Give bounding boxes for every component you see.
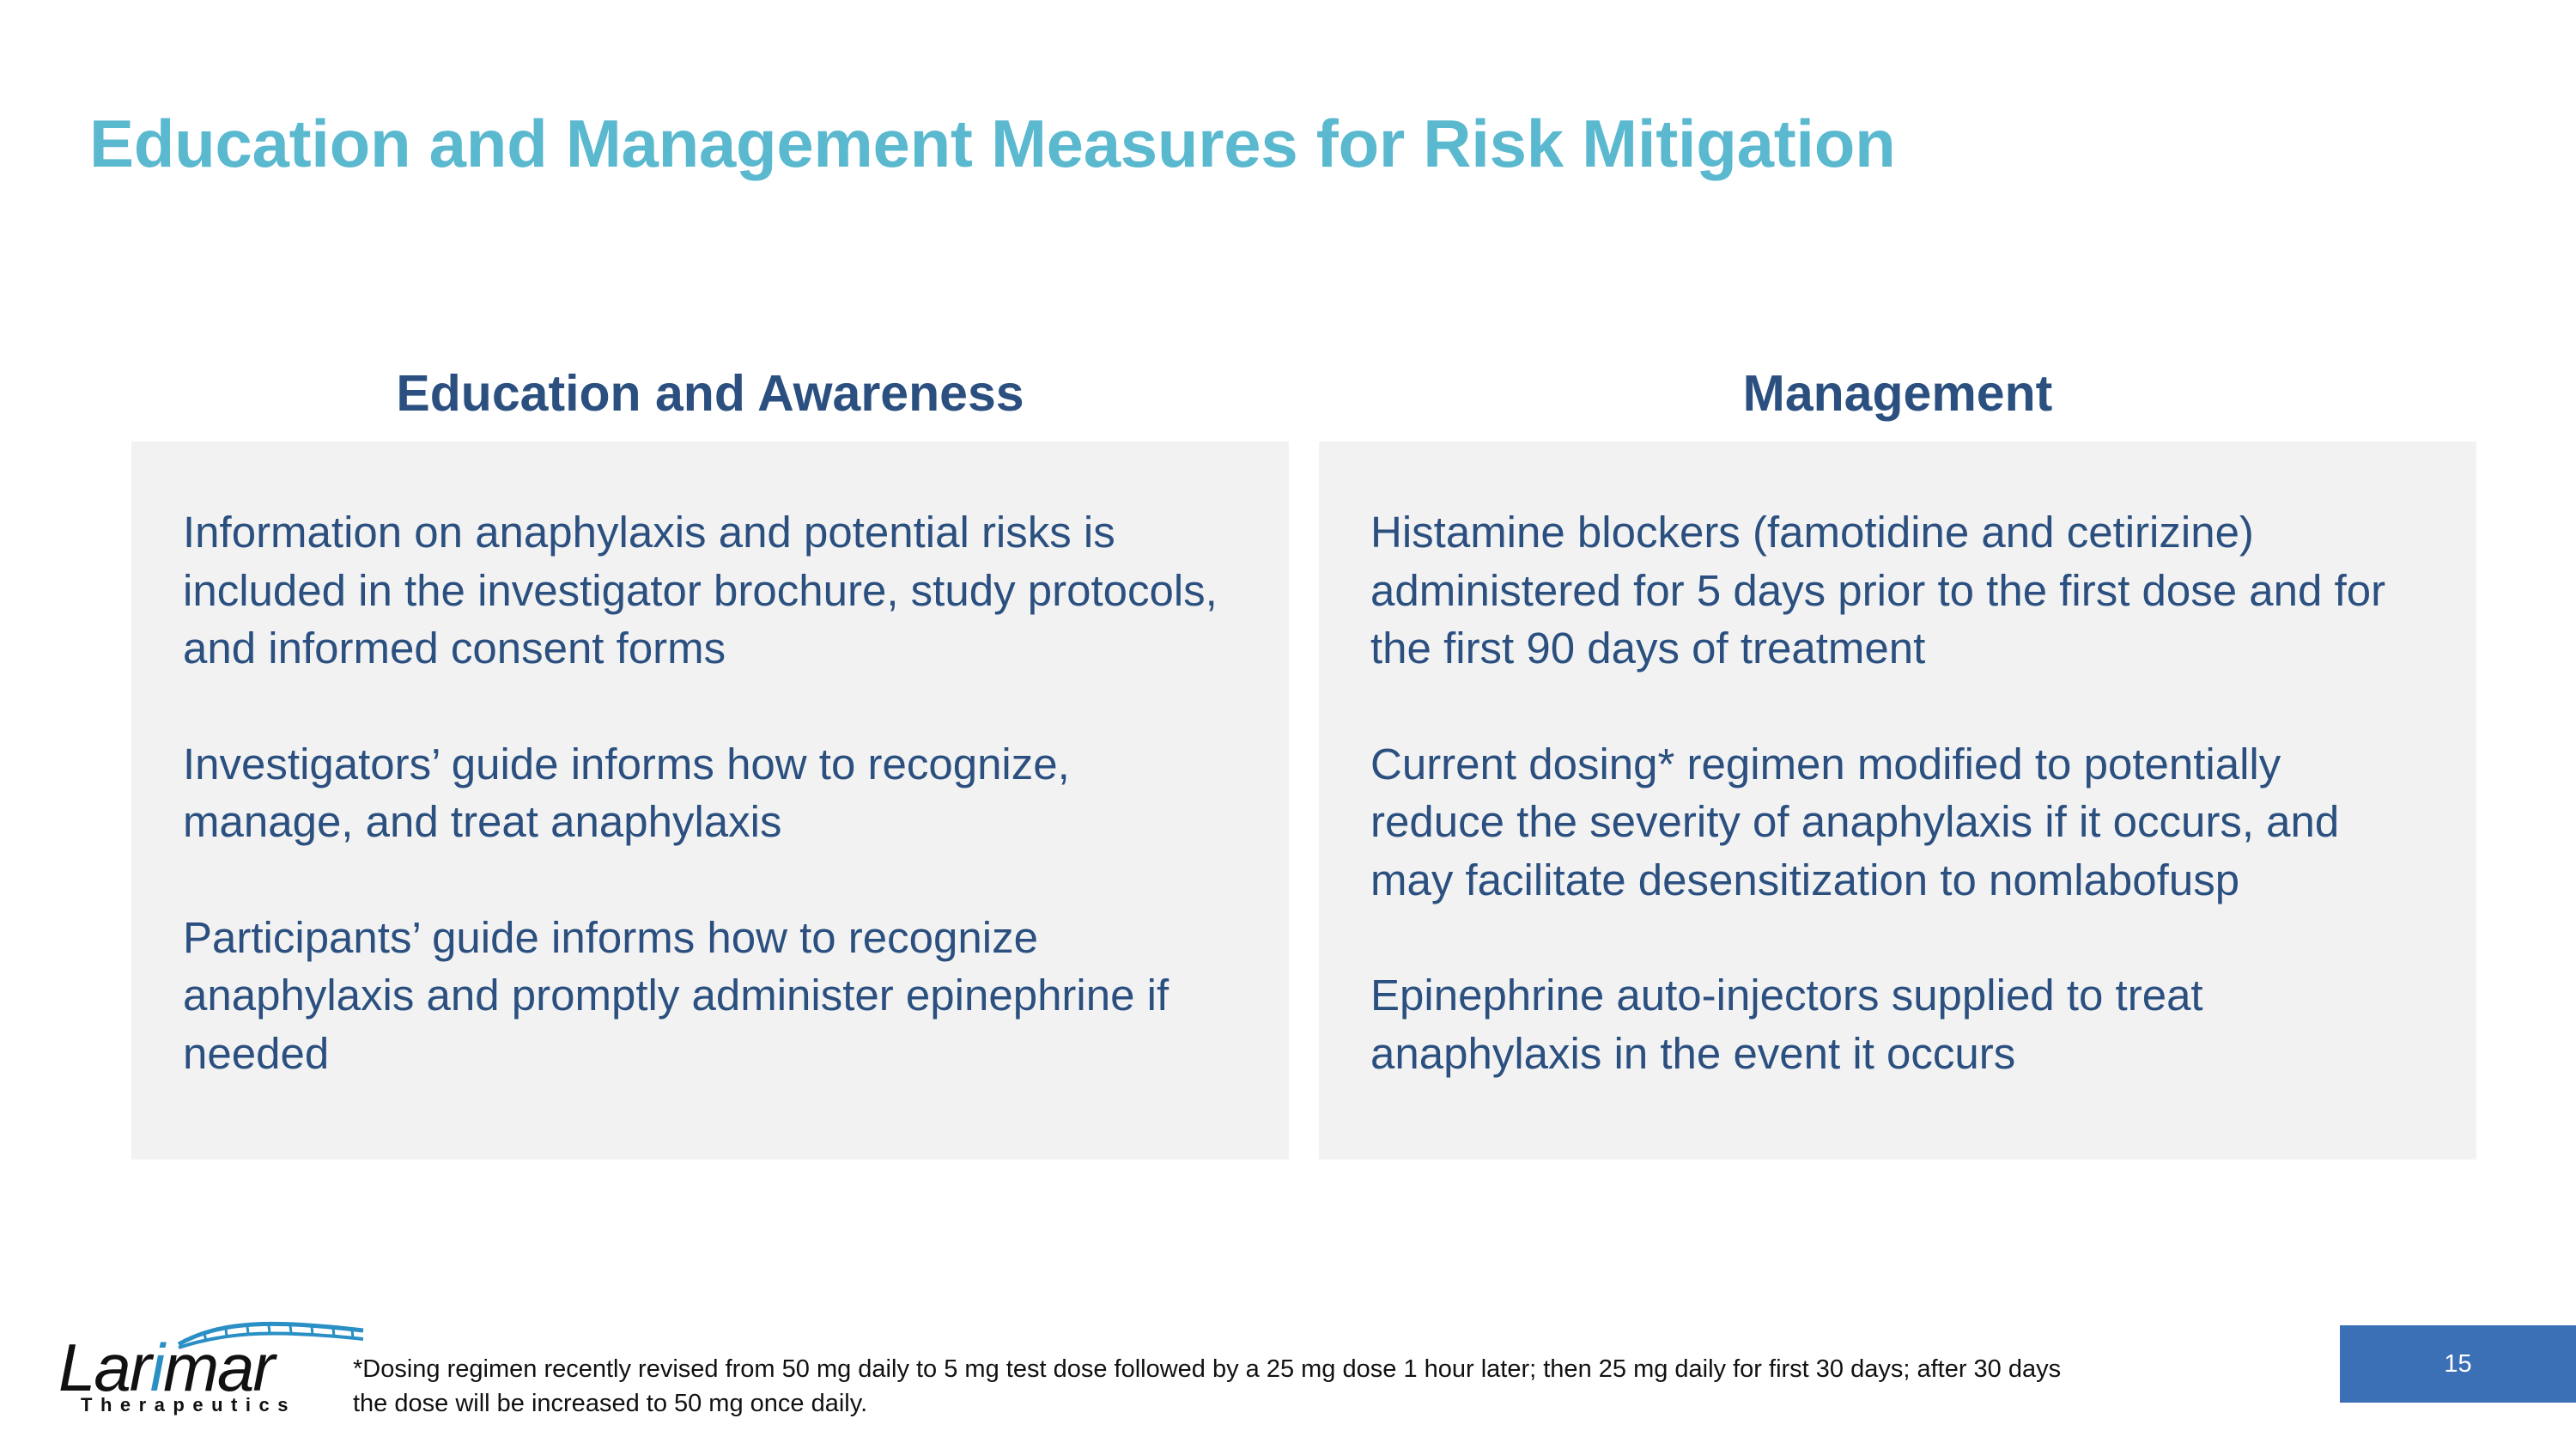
education-awareness-panel — [131, 441, 1289, 1160]
larimar-logo — [58, 1318, 316, 1416]
page-number-badge — [2340, 1325, 2576, 1403]
management-point-epinephrine: Epinephrine auto-injectors supplied to treat anaphylaxis in the event it occurs — [1370, 971, 2203, 1078]
dosing-footnote — [353, 1352, 2276, 1421]
education-point-participants-guide: Participants’ guide informs how to recognize anaphylaxis and promptly administer epinephrine if needed — [183, 912, 1170, 1078]
management-panel — [1319, 441, 2476, 1160]
footnote-line-2: the dose will be increased to 50 mg once daily. — [353, 1390, 868, 1417]
education-awareness-heading: Education and Awareness — [396, 365, 1024, 422]
education-point-brochure: Information on anaphylaxis and potential risks is included in the investigator brochure, study protocols, and informed consent forms — [183, 508, 1218, 673]
education-point-investigators-guide: Investigators’ guide informs how to recognize, manage, and treat anaphylaxis — [183, 739, 1070, 846]
page-number: 15 — [2444, 1349, 2472, 1378]
management-point-dosing-regimen: Current dosing* regimen modified to potentially reduce the severity of anaphylaxis if it occurs, and may facilitate desensitization to nomlabofusp — [1370, 739, 2340, 904]
footnote-line-1: *Dosing regimen recently revised from 50 mg daily to 5 mg test dose followed by a 25 mg dose 1 hour later; then 25 mg daily for first 30 days; after 30 days — [353, 1355, 2062, 1383]
slide-title: Education and Management Measures for Risk Mitigation — [89, 106, 1896, 181]
management-heading: Management — [1742, 365, 2053, 422]
management-point-histamine-blockers: Histamine blockers (famotidine and cetirizine) administered for 5 days prior to the first dose and for the first 90 days of treatment — [1370, 508, 2386, 673]
logo-wordmark: Larimar — [58, 1330, 274, 1405]
logo-tagline: Therapeutics — [81, 1394, 296, 1416]
